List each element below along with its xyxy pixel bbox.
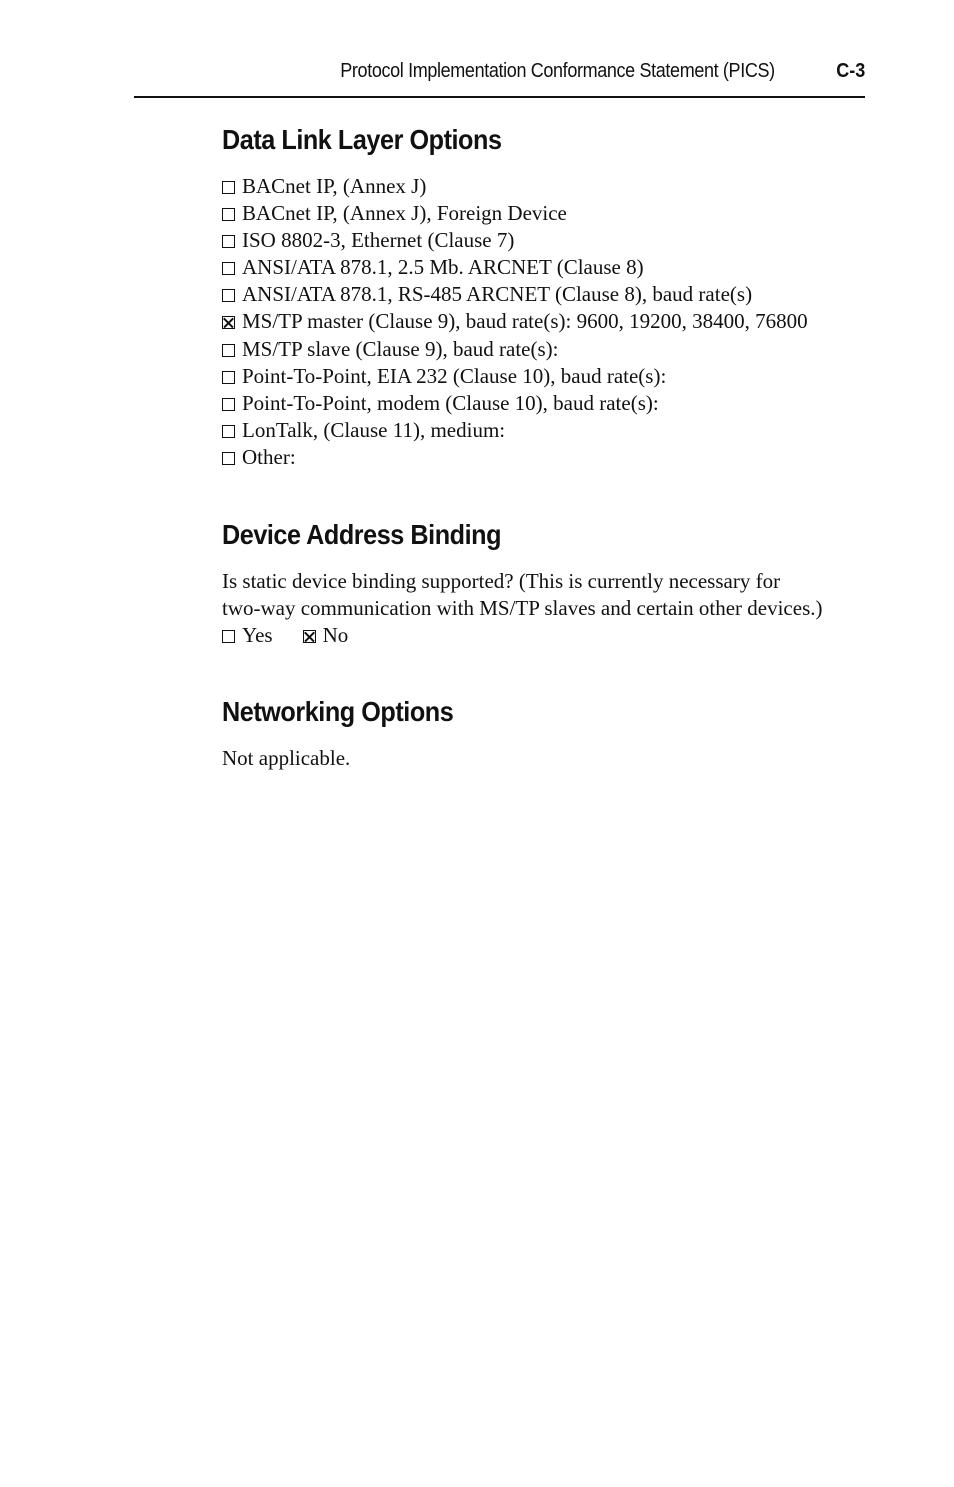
option-mstp-master [222, 308, 862, 335]
option-other [222, 444, 862, 471]
checkbox-icon [222, 289, 235, 302]
answer-no [303, 622, 349, 649]
option-mstp-slave [222, 336, 862, 363]
checkbox-icon [222, 344, 235, 357]
answer-yes [222, 622, 273, 649]
page-number: C-3 [835, 60, 865, 82]
option-label: Other: [242, 444, 296, 469]
page-header [134, 58, 865, 98]
option-label: ISO 8802-3, Ethernet (Clause 7) [242, 228, 515, 253]
networking-text: Not applicable. [222, 746, 351, 770]
answer-no-label: No [322, 623, 349, 648]
option-label: ANSI/ATA 878.1, RS-485 ARCNET (Clause 8), baud rate(s) [242, 282, 753, 307]
option-arcnet-rs485 [222, 281, 862, 308]
checkbox-icon [222, 235, 235, 248]
networking-body [222, 745, 862, 772]
option-ptp-eia232 [222, 363, 862, 390]
option-bacnet-ip-foreign-device [222, 200, 862, 227]
checkbox-icon [222, 262, 235, 275]
option-bacnet-ip [222, 173, 862, 200]
option-iso-8802-3-ethernet [222, 227, 862, 254]
data-link-heading: Data Link Layer Options [222, 124, 502, 155]
checkbox-icon [222, 398, 235, 411]
data-link-options-list [222, 173, 862, 471]
option-label: BACnet IP, (Annex J) [242, 174, 427, 198]
checked-checkbox-icon [303, 630, 316, 643]
checkbox-icon [222, 425, 235, 438]
checkbox-icon [222, 371, 235, 384]
option-label: BACnet IP, (Annex J), Foreign Device [242, 201, 567, 226]
option-label: LonTalk, (Clause 11), medium: [242, 417, 506, 442]
device-binding-body [222, 568, 862, 649]
option-arcnet-2-5mb [222, 254, 862, 281]
option-ptp-modem [222, 390, 862, 417]
device-binding-question-line-2: two-way communication with MS/TP slaves and certain other devices.) [222, 596, 823, 621]
option-label: MS/TP slave (Clause 9), baud rate(s): [242, 336, 559, 361]
answer-yes-label: Yes [242, 623, 273, 648]
checkbox-icon [222, 208, 235, 221]
checkbox-icon [222, 630, 235, 643]
networking-heading: Networking Options [222, 696, 454, 727]
device-binding-answer [222, 622, 862, 649]
running-header-title: Protocol Implementation Conformance Statement (PICS) [340, 60, 775, 82]
checkbox-icon [222, 181, 235, 194]
checkbox-icon [222, 452, 235, 465]
option-label: Point-To-Point, EIA 232 (Clause 10), baud rate(s): [242, 363, 667, 388]
option-label: MS/TP master (Clause 9), baud rate(s): 9600, 19200, 38400, 76800 [242, 309, 808, 334]
option-label: ANSI/ATA 878.1, 2.5 Mb. ARCNET (Clause 8) [242, 255, 644, 280]
option-lontalk [222, 417, 862, 444]
device-binding-heading: Device Address Binding [222, 519, 502, 550]
checked-checkbox-icon [222, 316, 235, 329]
device-binding-question-line-1: Is static device binding supported? (This is currently necessary for [222, 569, 781, 593]
option-label: Point-To-Point, modem (Clause 10), baud rate(s): [242, 390, 659, 415]
